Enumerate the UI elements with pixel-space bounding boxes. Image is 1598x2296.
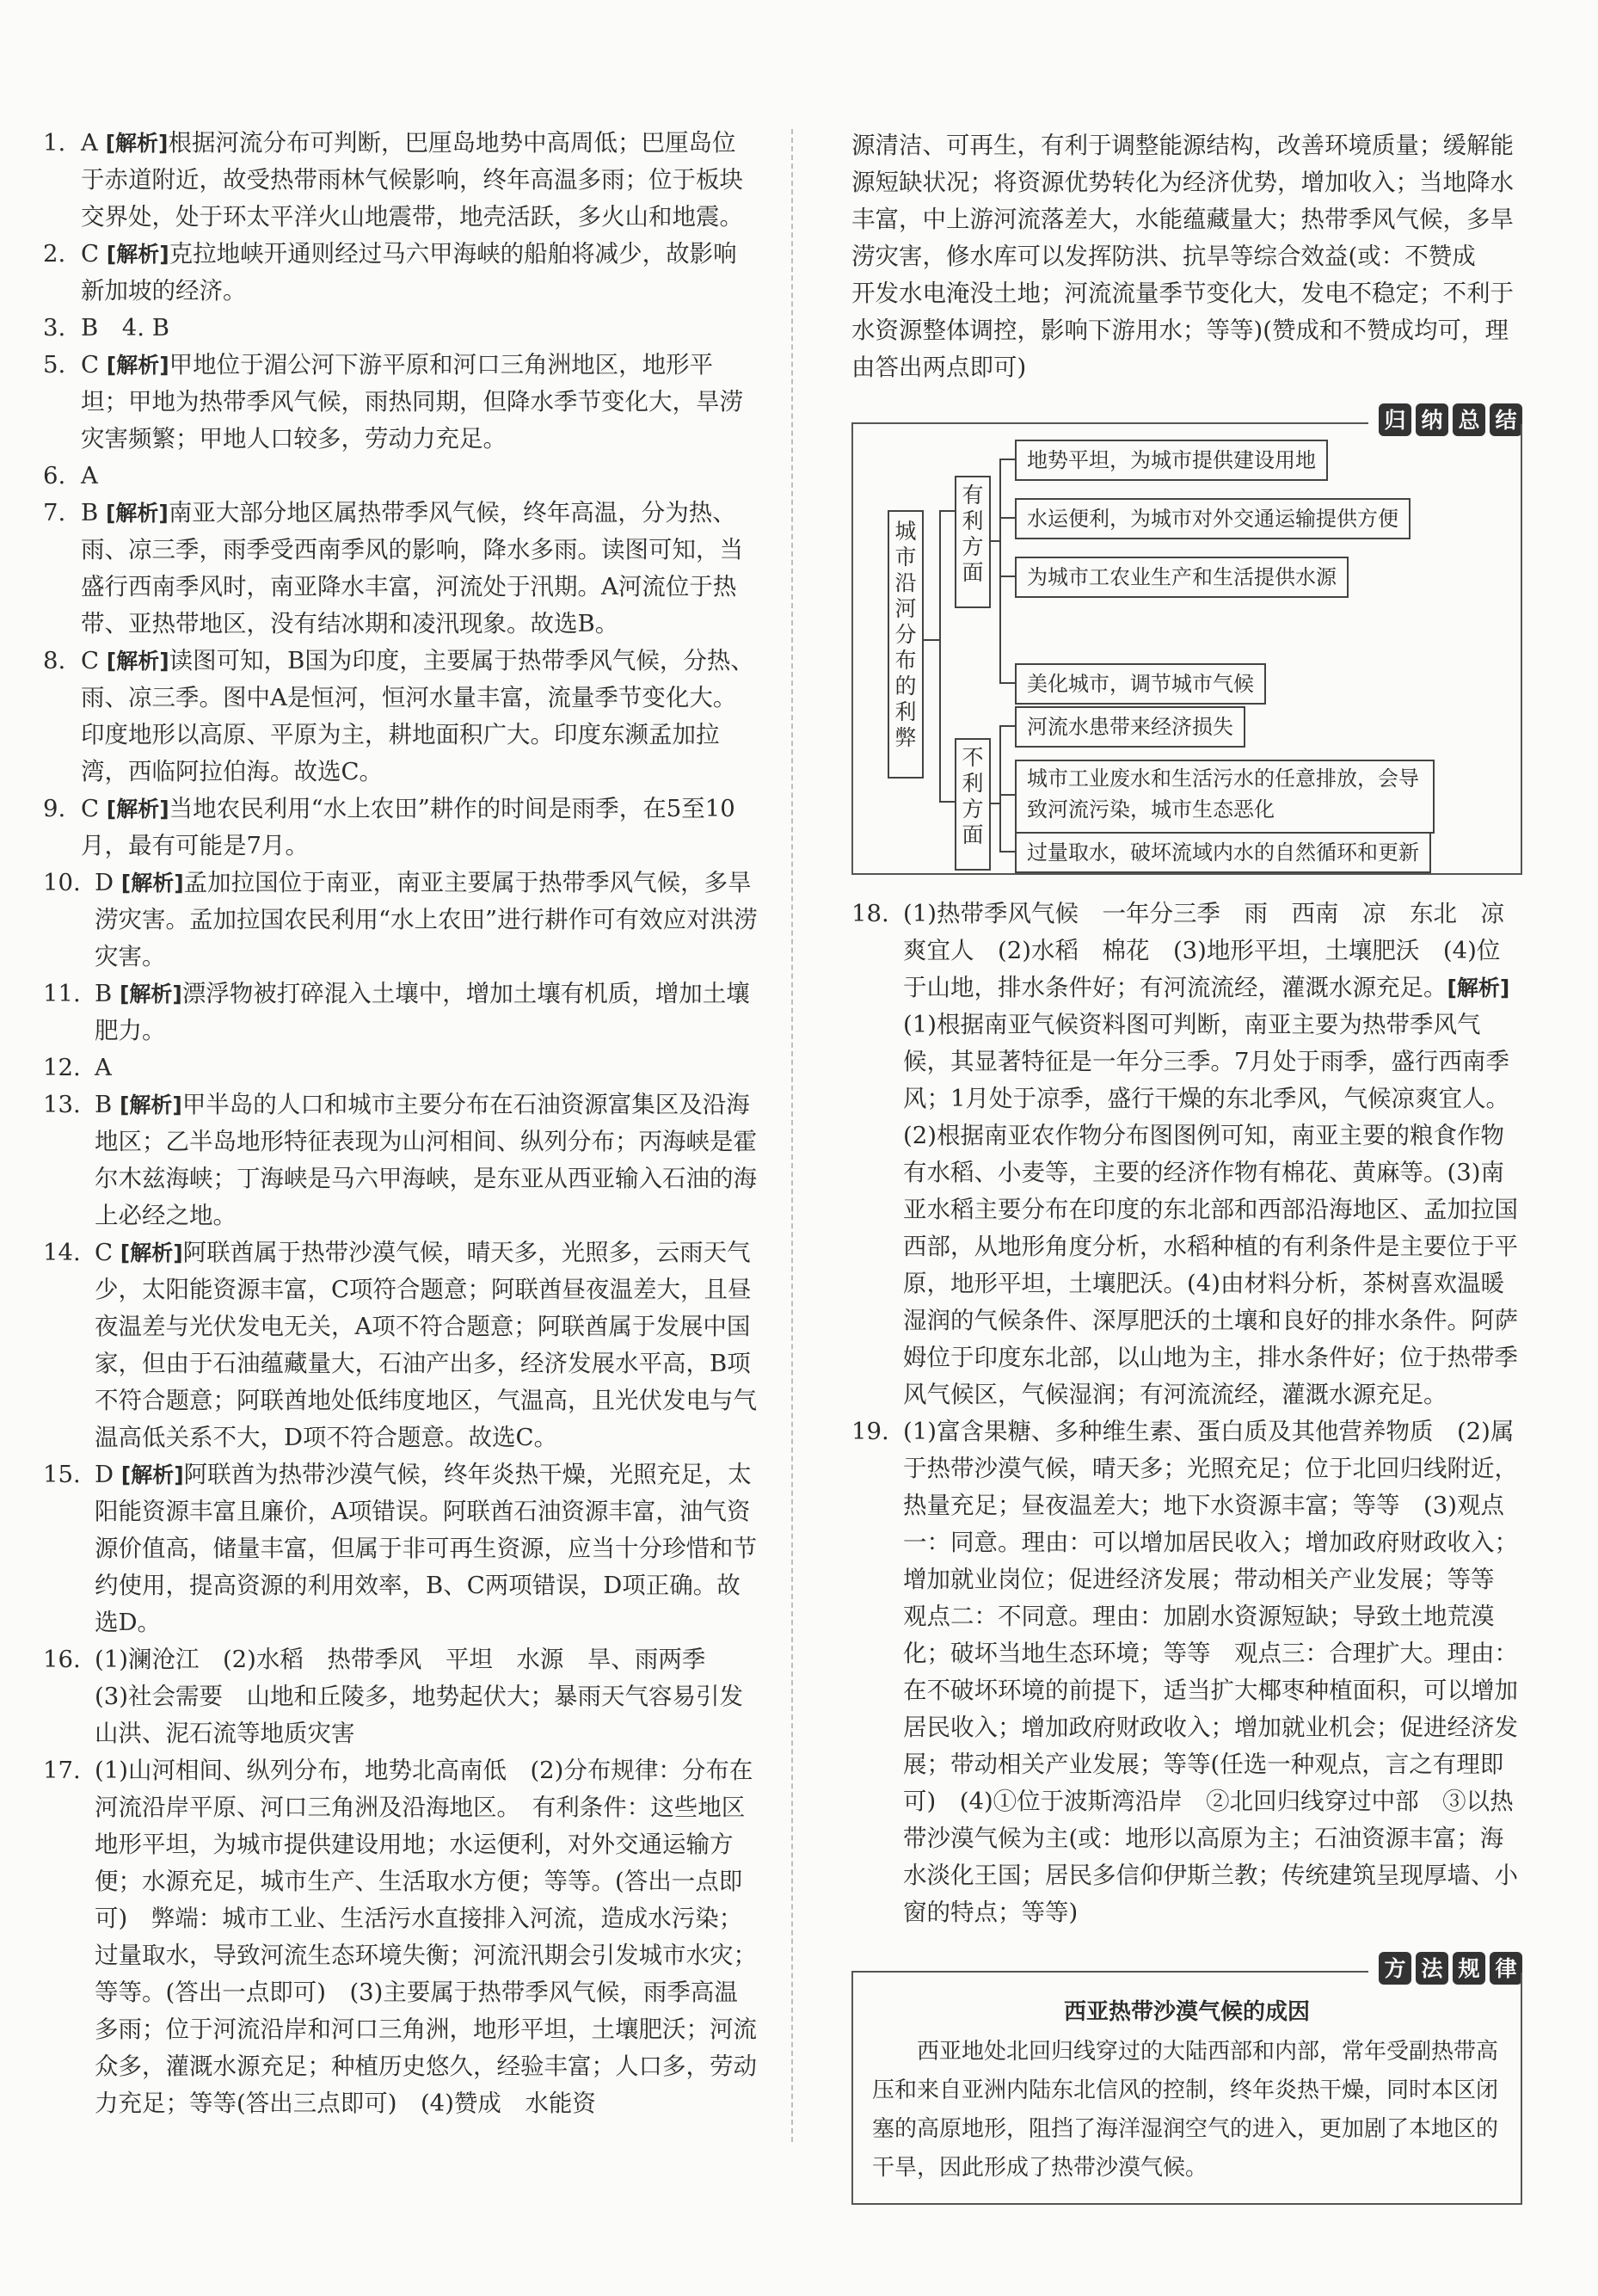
right-column [851,127,1522,2205]
summary-header-char: 结 [1490,403,1522,436]
method-text: 西亚地处北回归线穿过的大陆西部和内部，常年受副热带高压和来自亚洲内陆东北信风的控制，终年炎热干燥，同时本区闭塞的高原地形，阻挡了海洋湿润空气的进入，更加剧了本地区的干旱，因此形成了热带沙漠气候。 [872,2039,1499,2181]
answer-12: 12. A [43,1054,112,1081]
diagram-root-label [889,512,922,751]
method-header-char: 律 [1490,1952,1522,1985]
answer-17-continued: 源清洁、可再生，有利于调整能源结构，改善环境质量；缓解能源短缺状况；将资源优势转化为经济优势，增加收入；当地降水丰富，中上游河流落差大，水能蕴藏量大；热带季风气候，多旱涝灾害，修水库可以发挥防洪、抗旱等综合效益(或：不赞成 开发水电淹没土地；河流流量季节变化大，发电不稳定；不利于水资源整体调控，影响下游用水；等等)(赞成和不赞成均可，理由答出两点即可) [851,132,1514,381]
answer-1: 1. A [解析]根据河流分布可判断，巴厘岛地势中高周低；巴厘岛位于赤道附近，故受热带雨林气候影响，终年高温多雨；位于板块交界处，处于环太平洋火山地震带，地壳活跃，多火山和地震。 [43,129,743,231]
vertical-char: 河 [894,596,917,621]
answer-13: 13. B [解析]甲半岛的人口和城市主要分布在石油资源富集区及沿海地区；乙半岛地形特征表现为山河相间、纵列分布；丙海峡是霍尔木兹海峡；丁海峡是马六甲海峡，是东亚从西亚输入石油的海上必经之地。 [43,1091,757,1229]
diagram-cons-node [955,738,991,871]
answer-14: 14. C [解析]阿联酋属于热带沙漠气候，晴天多，光照多，云雨天气少，太阳能资源丰富，C项符合题意；阿联酋昼夜温差大，且昼夜温差与光伏发电无关，A项不符合题意；阿联酋属于发展中国家，但由于石油蕴藏量大，石油产出多，经济发展水平高，B项不符合题意；阿联酋地处低纬度地区，气温高，且光伏发电与气温高低关系不大，D项不符合题意。故选C。 [43,1239,757,1451]
cons-item: 河流水患带来经济损失 [1015,706,1245,748]
vertical-char: 方 [962,534,984,559]
pros-item: 水运便利，为城市对外交通运输提供方便 [1015,498,1411,539]
vertical-char: 沿 [894,570,917,595]
connector [989,540,999,542]
answer-15: 15. D [解析]阿联酋为热带沙漠气候，终年炎热干燥，光照充足，太阳能资源丰富且廉价，A项错误。阿联酋石油资源丰富，油气资源价值高，储量丰富，但属于非可再生资源，应当十分珍惜和节约使用，提高资源的利用效率，B、C两项错误，D项正确。故选D。 [43,1461,757,1636]
answer-18: 18. (1)热带季风气候 一年分三季 雨 西南 凉 东北 凉爽宜人 (2)水稻 棉花 (3)地形平坦，土壤肥沃 (4)位于山地，排水条件好；有河流流经，灌溉水源充足。[解析](1)根据南亚气候资料图可判断，南亚主要为热带季风气候，其显著特征是一年分三季。7月处于雨季，盛行西南季风；1月处于凉季，盛行干燥的东北季风，气候凉爽宜人。(2)根据南亚农作物分布图图例可知，南亚主要的粮食作物有水稻、小麦等，主要的经济作物有棉花、黄麻等。(3)南亚水稻主要分布在印度的东北部和西部沿海地区、孟加拉国西部，从地形角度分析，水稻种植的有利条件是主要位于平原，地形平坦，土壤肥沃。(4)由材料分析，茶树喜欢温暖湿润的气候条件、深厚肥沃的土壤和良好的排水条件。阿萨姆位于印度东北部，以山地为主，排水条件好；位于热带季风气候区，气候湿润；有河流流经，灌溉水源充足。 [851,900,1518,1408]
connector [939,510,955,512]
column-divider [791,129,793,2142]
method-title: 西亚热带沙漠气候的成因 [1063,1999,1310,2025]
connector [999,682,1015,684]
vertical-char: 市 [894,545,917,569]
vertical-char: 利 [962,771,984,796]
diagram-root-node [888,510,924,779]
answer-7: 7. B [解析]南亚大部分地区属热带季风气候，终年高温，分为热、雨、凉三季，雨季受西南季风的影响，降水多雨。读图可知，当盛行西南季风时，南亚降水丰富，河流处于汛期。A河流位于热带、亚热带地区，没有结冰期和凌汛现象。故选B。 [43,499,743,637]
vertical-char: 的 [894,674,917,699]
connector [999,459,1001,682]
cons-label [956,740,989,848]
vertical-char: 利 [962,508,984,533]
cons-item: 过量取水，破坏流域内水的自然循环和更新 [1015,832,1431,873]
vertical-char: 弊 [894,725,917,750]
answer-19: 19. (1)富含果糖、多种维生素、蛋白质及其他营养物质 (2)属于热带沙漠气候，晴天多；光照充足；位于北回归线附近，热量充足；昼夜温差大；地下水资源丰富；等等 (3)观点一：同意。理由：可以增加居民收入；增加政府财政收入；增加就业岗位；促进经济发展；带动相关产业发展；等等 观点二：不同意。理由：加剧水资源短缺；导致土地荒漠化；破坏当地生态环境；等等 观点三：合理扩大。理由：在不破坏环境的前提下，适当扩大椰枣种植面积，可以增加居民收入；增加政府财政收入；增加就业机会；促进经济发展；带动相关产业发展；等等(任选一种观点，言之有理即可) (4)①位于波斯湾沿岸 ②北回归线穿过中部 ③以热带沙漠气候为主(或：地形以高原为主；石油资源丰富；海水淡化王国；居民多信仰伊斯兰教；传统建筑呈现厚墙、小窗的特点；等等) [851,1418,1518,1926]
vertical-char: 方 [962,797,984,822]
method-header-char: 方 [1379,1952,1411,1985]
connector [999,794,1015,796]
diagram-pros-node [955,476,991,608]
answer-2: 2. C [解析]克拉地峡开通则经过马六甲海峡的船舶将减少，故影响新加坡的经济。 [43,240,737,305]
summary-header-char: 纳 [1416,403,1448,436]
answer-5: 5. C [解析]甲地位于湄公河下游平原和河口三角洲地区，地形平坦；甲地为热带季风气候，雨热同期，但降水季节变化大，旱涝灾害频繁；甲地人口较多，劳动力充足。 [43,351,743,452]
answer-11: 11. B [解析]漂浮物被打碎混入土壤中，增加土壤有机质，增加土壤肥力。 [43,980,750,1044]
vertical-char: 利 [894,699,917,724]
connector [939,801,955,803]
vertical-char: 布 [894,648,917,673]
answer-9: 9. C [解析]当地农民利用“水上农田”耕作的时间是雨季，在5至10月，最有可能是7月。 [43,795,735,859]
connector [989,803,999,804]
vertical-char: 不 [962,745,984,770]
left-column [43,125,759,2122]
connector [999,725,1001,851]
summary-header-char: 归 [1379,403,1411,436]
answer-17: 17. (1)山河相间、纵列分布，地势北高南低 (2)分布规律：分布在河流沿岸平原、河口三角洲及沿海地区。 有利条件：这些地区地形平坦，为城市提供建设用地；水运便利，对外交通运输方便；水源充足，城市生产、生活取水方便；等等。(答出一点即可) 弊端：城市工业、生活污水直接排入河流，造成水污染；过量取水，导致河流生态环境失衡；河流汛期会引发城市水灾；等等。(答出一点即可) (3)主要属于热带季风气候，雨季高温多雨；位于河流沿岸和河口三角洲，地形平坦，土壤肥沃；河流众多，灌溉水源充足；种植历史悠久，经验丰富；人口多，劳动力充足；等等(答出三点即可) (4)赞成 水能资 [43,1757,757,2117]
method-box [851,1973,1522,2205]
cons-item: 城市工业废水和生活污水的任意排放，会导致河流污染，城市生态恶化 [1015,760,1435,834]
summary-header-char: 总 [1453,403,1485,436]
summary-diagram [851,424,1522,875]
connector [999,517,1015,519]
vertical-char: 城 [894,519,917,544]
answer-6: 6. A [43,462,98,489]
vertical-char: 有 [962,483,984,508]
answer-16: 16. (1)澜沧江 (2)水稻 热带季风 平坦 水源 旱、雨两季 (3)社会需要 山地和丘陵多，地势起伏大；暴雨天气容易引发山洪、泥石流等地质灾害 [43,1646,743,1747]
connector [999,851,1015,853]
vertical-char: 面 [962,560,984,585]
answer-10: 10. D [解析]孟加拉国位于南亚，南亚主要属于热带季风气候，多旱涝灾害。孟加拉国农民利用“水上农田”进行耕作可有效应对洪涝灾害。 [43,869,758,970]
pros-item: 地势平坦，为城市提供建设用地 [1015,440,1328,481]
answer-3-4: 3. B 4. B [43,314,169,342]
pros-item: 美化城市，调节城市气候 [1015,663,1266,705]
connector [999,459,1015,460]
pros-item: 为城市工农业生产和生活提供水源 [1015,557,1349,598]
vertical-char: 分 [894,622,917,647]
vertical-char: 面 [962,822,984,847]
connector [999,576,1015,577]
connector [999,725,1015,727]
method-header-char: 法 [1416,1952,1448,1985]
pros-label [956,477,989,586]
method-header-char: 规 [1453,1952,1485,1985]
answer-8: 8. C [解析]读图可知，B国为印度，主要属于热带季风气候，分热、雨、凉三季。图中A是恒河，恒河水量丰富，流量季节变化大。印度地形以高原、平原为主，耕地面积广大。印度东濒孟加拉湾，西临阿拉伯海。故选C。 [43,647,754,785]
connector [922,639,939,641]
connector [939,510,941,801]
